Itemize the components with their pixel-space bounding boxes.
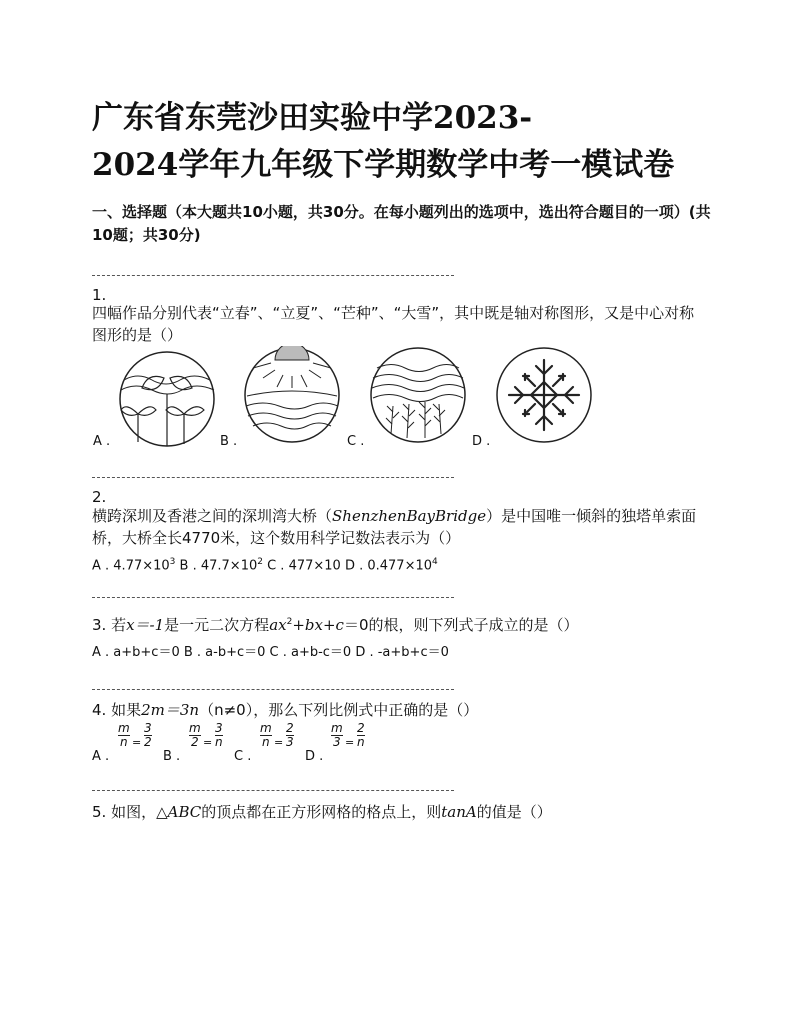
document-title-line1: 广东省东莞沙田实验中学2023- <box>92 100 533 136</box>
snowflake-circle-icon <box>495 346 593 444</box>
grain-waves-circle-icon <box>369 346 467 444</box>
q4-fraction-d-left: $\frac{m}{3}$ <box>331 721 343 749</box>
q4-fraction-b-right: $\frac{3}{n}$ <box>215 721 223 749</box>
q1-number: 1. <box>92 286 107 304</box>
q3-text: 3. 若x＝-1是一元二次方程$ax^2+bx+c=0$的根，则下列式子成立的是（） <box>92 616 579 634</box>
separator <box>92 689 454 690</box>
document-title-line2: 2024学年九年级下学期数学中考一模试卷 <box>92 147 675 183</box>
q5-text: 5. 如图，△ABC的顶点都在正方形网格的格点上，则tanA的值是（） <box>92 803 552 821</box>
q1-option-d: D . <box>472 434 491 449</box>
q2-text: 横跨深圳及香港之间的深圳湾大桥（ShenzhenBayBridge）是中国唯一倾斜的独塔单索面桥，大桥全长4770米，这个数用科学记数法表示为（） <box>92 507 697 547</box>
q3-options: A . a+b+c＝0 B . a-b+c＝0 C . a+b-c＝0 D . -a+b+c＝0 <box>92 645 449 660</box>
separator <box>92 275 454 276</box>
sun-waves-circle-icon <box>243 346 341 444</box>
q4-fraction-d-right: $\frac{2}{n}$ <box>357 721 365 749</box>
q4-fraction-c-left: $\frac{m}{n}$ <box>260 721 272 749</box>
sprout-circle-icon <box>118 350 216 448</box>
q4-fraction-a-right: $\frac{3}{2}$ <box>144 721 152 749</box>
q4-fraction-c-right: $\frac{2}{3}$ <box>286 721 294 749</box>
section-heading: 一、选择题（本大题共10小题，共30分。在每小题列出的选项中，选出符合题目的一项）(共10题；共30分) <box>92 203 711 244</box>
q4-text: 4. 如果2m＝3n（n≠0），那么下列比例式中正确的是（） <box>92 701 479 719</box>
q4-fraction-b-left: $\frac{m}{2}$ <box>189 721 201 749</box>
q1-text: 四幅作品分别代表“立春”、“立夏”、“芒种”、“大雪”，其中既是轴对称图形，又是中心对称图形的是（） <box>92 304 695 344</box>
separator <box>92 477 454 478</box>
q2-number: 2. <box>92 488 107 506</box>
q1-option-a: A . <box>93 434 111 449</box>
q4-fraction-a-left: $\frac{m}{n}$ <box>118 721 130 749</box>
q2-options: A . $4.77\times 10^3$ B . $47.7\times 10^2$ C . 477×10 D . $0.477\times 10^4$ <box>92 557 438 574</box>
bridge-name: ShenzhenBayBridge <box>332 507 487 525</box>
q1-option-c: C . <box>347 434 365 449</box>
separator <box>92 597 454 598</box>
q1-option-b: B . <box>220 434 238 449</box>
separator <box>92 790 454 791</box>
q4-options: A . $\frac{m}{n}$ = $\frac{3}{2}$ B . $\frac{m}{2}$ = $\frac{3}{n}$ C . $\frac{m}{n}$ = $\frac{2}{3}$ D . $\frac{m}{3}$ = $\frac{2}{n}$ <box>92 721 365 764</box>
